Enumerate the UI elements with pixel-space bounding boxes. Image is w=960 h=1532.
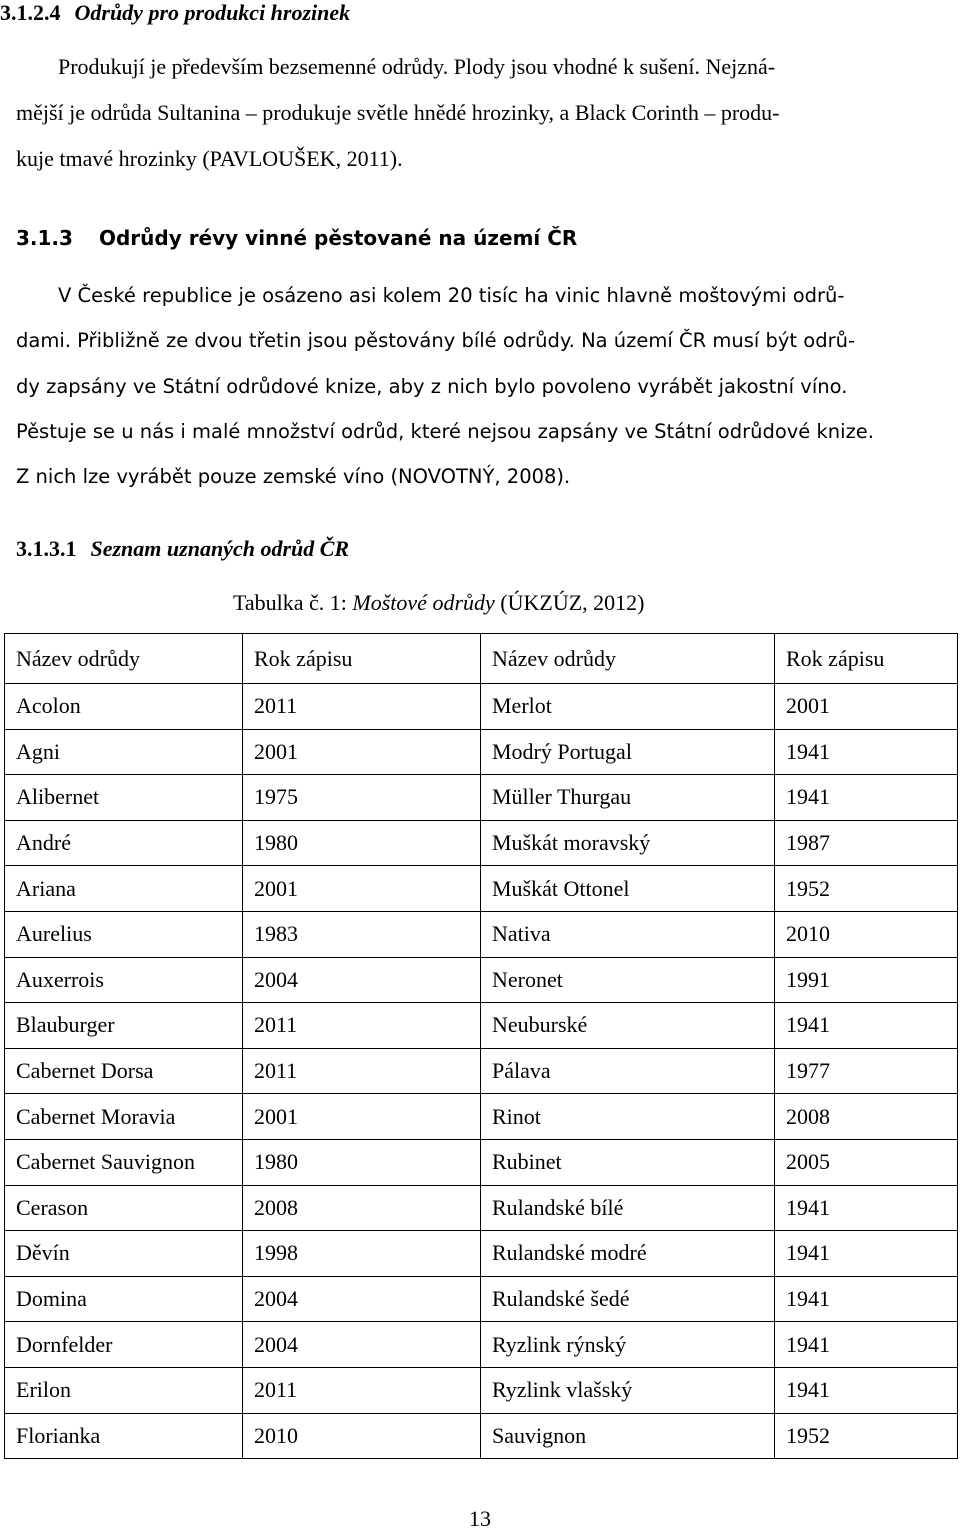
paragraph-line: Pěstuje se u nás i malé množství odrůd, které nejsou zapsány ve Státní odrůdové knize. — [16, 420, 874, 443]
table-cell: 1941 — [775, 1367, 958, 1413]
table-cell: 2008 — [243, 1185, 481, 1231]
table-cell: 2001 — [243, 729, 481, 775]
table-row — [5, 775, 958, 821]
heading-cz — [16, 226, 577, 250]
paragraph-line: kuje tmavé hrozinky (PAVLOUŠEK, 2011). — [16, 146, 403, 171]
table-cell: Domina — [5, 1276, 243, 1322]
paragraph-line: dami. Přibližně ze dvou třetin jsou pěstovány bílé odrůdy. Na území ČR musí být odrů- — [16, 329, 855, 352]
table-cell: Müller Thurgau — [481, 775, 775, 821]
table-cell: Rulandské šedé — [481, 1276, 775, 1322]
paragraph-line: mější je odrůda Sultanina – produkuje světle hnědé hrozinky, a Black Corinth – produ- — [16, 100, 780, 125]
heading-number: 3.1.2.4 — [0, 0, 61, 25]
table-cell: André — [5, 820, 243, 866]
table-cell: Nativa — [481, 911, 775, 957]
heading-title: Seznam uznaných odrůd ČR — [90, 536, 350, 561]
table-row — [5, 1048, 958, 1094]
table-cell: Neuburské — [481, 1003, 775, 1049]
table-cell: 1941 — [775, 1322, 958, 1368]
table-cell: Ryzlink vlašský — [481, 1367, 775, 1413]
table-row — [5, 1094, 958, 1140]
table-cell: 2004 — [243, 1276, 481, 1322]
table-cell: 1975 — [243, 775, 481, 821]
heading-list — [16, 536, 349, 562]
table-cell: Rulandské modré — [481, 1231, 775, 1277]
table-row — [5, 1185, 958, 1231]
table-cell: Rubinet — [481, 1139, 775, 1185]
table-row — [5, 1322, 958, 1368]
table-cell: 1998 — [243, 1231, 481, 1277]
table-row — [5, 1413, 958, 1459]
table-cell: 1941 — [775, 1003, 958, 1049]
heading-number: 3.1.3 — [16, 226, 73, 250]
table-cell: 1980 — [243, 1139, 481, 1185]
table-cell: Rulandské bílé — [481, 1185, 775, 1231]
table-cell: 1941 — [775, 1231, 958, 1277]
page-number: 13 — [469, 1506, 491, 1531]
table-row — [5, 1276, 958, 1322]
table-cell: 2001 — [243, 866, 481, 912]
table-row — [5, 684, 958, 730]
table-cell: 1941 — [775, 775, 958, 821]
header-cell: Název odrůdy — [481, 634, 775, 684]
paragraph-line: Z nich lze vyrábět pouze zemské víno (NOVOTNÝ, 2008). — [16, 465, 571, 488]
caption-prefix: Tabulka č. 1: — [233, 590, 347, 615]
table-cell: Cabernet Moravia — [5, 1094, 243, 1140]
table-cell: 2004 — [243, 957, 481, 1003]
table-cell: 2010 — [243, 1413, 481, 1459]
table-cell: 2001 — [243, 1094, 481, 1140]
table-cell: Acolon — [5, 684, 243, 730]
table-row — [5, 866, 958, 912]
header-cell: Název odrůdy — [5, 634, 243, 684]
table-cell: Pálava — [481, 1048, 775, 1094]
table-row — [5, 1367, 958, 1413]
heading-title: Odrůdy révy vinné pěstované na území ČR — [98, 226, 578, 250]
table-cell: 2011 — [243, 1048, 481, 1094]
table-cell: 1983 — [243, 911, 481, 957]
table-cell: Muškát moravský — [481, 820, 775, 866]
table-cell: Neronet — [481, 957, 775, 1003]
table-row — [5, 1003, 958, 1049]
table-cell: 2011 — [243, 1367, 481, 1413]
caption-title: Moštové odrůdy — [352, 590, 495, 615]
table-row — [5, 1139, 958, 1185]
table-cell: 1977 — [775, 1048, 958, 1094]
table-cell: 2011 — [243, 1003, 481, 1049]
caption-source: (ÚKZÚZ, 2012) — [500, 590, 645, 615]
table-cell: 1941 — [775, 729, 958, 775]
table-cell: Muškát Ottonel — [481, 866, 775, 912]
table-cell: Rinot — [481, 1094, 775, 1140]
table-caption — [233, 590, 644, 616]
table-row — [5, 957, 958, 1003]
table-cell: Dornfelder — [5, 1322, 243, 1368]
table-cell: Ariana — [5, 866, 243, 912]
heading-grapes — [0, 0, 350, 26]
table-cell: Cabernet Dorsa — [5, 1048, 243, 1094]
table-cell: Merlot — [481, 684, 775, 730]
header-cell: Rok zápisu — [243, 634, 481, 684]
table-cell: 1941 — [775, 1185, 958, 1231]
table-cell: Děvín — [5, 1231, 243, 1277]
paragraph-line: V České republice je osázeno asi kolem 20 tisíc ha vinic hlavně moštovými odrů- — [58, 284, 845, 307]
table-cell: Blauburger — [5, 1003, 243, 1049]
table-cell: 2011 — [243, 684, 481, 730]
table-cell: Aurelius — [5, 911, 243, 957]
table-cell: Florianka — [5, 1413, 243, 1459]
heading-number: 3.1.3.1 — [16, 536, 77, 561]
table-cell: Cabernet Sauvignon — [5, 1139, 243, 1185]
table-cell: 2004 — [243, 1322, 481, 1368]
table-cell: Cerason — [5, 1185, 243, 1231]
header-cell: Rok zápisu — [775, 634, 958, 684]
paragraph-line: Produkují je především bezsemenné odrůdy. Plody jsou vhodné k sušení. Nejzná- — [58, 54, 776, 79]
table-cell: Ryzlink rýnský — [481, 1322, 775, 1368]
table-cell: 2001 — [775, 684, 958, 730]
table-cell: Sauvignon — [481, 1413, 775, 1459]
table-cell: 1952 — [775, 866, 958, 912]
table-row — [5, 729, 958, 775]
table-header-row — [5, 634, 958, 684]
table-cell: 2005 — [775, 1139, 958, 1185]
table-cell: Erilon — [5, 1367, 243, 1413]
table-row — [5, 911, 958, 957]
table-cell: 1952 — [775, 1413, 958, 1459]
table-cell: 1991 — [775, 957, 958, 1003]
table-cell: Agni — [5, 729, 243, 775]
table-cell: 1987 — [775, 820, 958, 866]
heading-title: Odrůdy pro produkci hrozinek — [74, 0, 351, 25]
table-cell: Auxerrois — [5, 957, 243, 1003]
table-row — [5, 1231, 958, 1277]
table-cell: 1980 — [243, 820, 481, 866]
table-cell: 2008 — [775, 1094, 958, 1140]
paragraph-line: dy zapsány ve Státní odrůdové knize, aby z nich bylo povoleno vyrábět jakostní víno. — [16, 375, 848, 398]
table-cell: Alibernet — [5, 775, 243, 821]
varieties-table — [4, 633, 958, 1459]
table-row — [5, 820, 958, 866]
table-cell: 2010 — [775, 911, 958, 957]
table-cell: 1941 — [775, 1276, 958, 1322]
table-cell: Modrý Portugal — [481, 729, 775, 775]
